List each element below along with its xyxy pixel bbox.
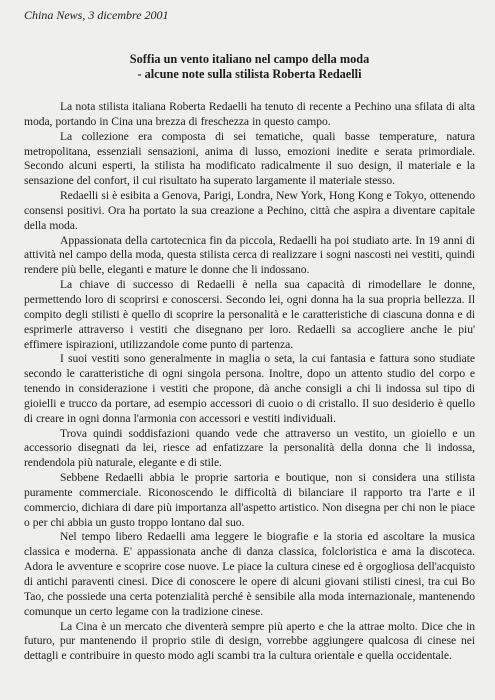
paragraph-5: La chiave di successo di Redaelli è nella sua capacità di rimodellare le donne, permettendo loro di scoprirsi e conoscersi. Secondo lei, ogni donna ha la sua propria bellezza. Il compito degli stilisti è quello di scoprire la personalità e le caratteristiche di ciascuna donna e di esprimerle attraverso i vestiti che disegnano per loro. Redaelli sa accogliere anche le piu' effimere ispirazioni, utilizzandole come punto di partenza. [24,278,475,351]
paragraph-3: Redaelli si è esibita a Genova, Parigi, Londra, New York, Hong Kong e Tokyo, ottenendo consensi positivi. Ora ha portato la sua creazione a Pechino, città che aspira a diventare capitale della moda. [24,189,475,232]
paragraph-10: La Cina è un mercato che diventerà sempre più aperto e che la attrae molto. Dice che in futuro, pur mantenendo il proprio stile di design, vorrebbe aggiungere qualcosa di cinese nei dettagli e contribuire in questo modo agli scambi tra la cultura orientale e quella occidentale. [24,619,475,663]
article-body [24,100,475,664]
dateline: China News, 3 dicembre 2001 [24,8,169,22]
headline-line-1: Soffia un vento italiano nel campo della moda [129,52,370,66]
paragraph-9: Nel tempo libero Redaelli ama leggere le biografie e la storia ed ascoltare la musica classica e moderna. E' appassionata anche di danza classica, folcloristica e ama la discoteca. Adora le avventure e scoprire cose nuove. Le piace la cultura cinese ed è orgogliosa dell'acquisto di antichi paraventi cinesi. Dice di conoscere le opere di alcuni giovani stilisti cinesi, tra cui Bo Tao, che possiede una certa potenzialità perché è sensibile alla moda internazionale, mantenendo comunque un certo legame con la tradizione cinese. [24,530,475,618]
paragraph-2: La collezione era composta di sei tematiche, quali basse temperature, natura metropolitana, essenziali sensazioni, anima di lusso, emozioni inedite e serata primordiale. Secondo alcuni esperti, la stilista ha modificato radicalmente il suo design, il materiale e la sensazione del confort, il cui risultato ha superato largamente il materiale stesso. [24,129,475,188]
paragraph-4: Appassionata della cartotecnica fin da piccola, Redaelli ha poi studiato arte. In 19 anni di attività nel campo della moda, questa stilista cerca di realizzare i sogni nascosti nei vestiti, quindi rendere più belle, eleganti e mature le donne che li indossano. [24,233,475,277]
paragraph-7: Trova quindi soddisfazioni quando vede che attraverso un vestito, un gioiello e un accessorio disegnati da lei, riesce ad enfatizzare la personalità della donna che li indossa, rendendola più naturale, elegante e di stile. [24,426,475,470]
headline-line-2: - alcune note sulla stilista Roberta Redaelli [137,67,362,81]
paragraph-8: Sebbene Redaelli abbia le proprie sartoria e boutique, non si considera una stilista puramente commerciale. Riconoscendo le difficoltà di bilanciare il rapporto tra l'arte e il commercio, dichiara di dare più importanza all'aspetto artistico. Non disegna per chi non le piace o per chi abbia un gusto troppo lontano dal suo. [24,471,475,529]
paragraph-1: La nota stilista italiana Roberta Redaelli ha tenuto di recente a Pechino una sfilata di alta moda, portando in Cina una brezza di freschezza in questo campo. [24,100,475,128]
article-headline [24,52,475,82]
paragraph-6: I suoi vestiti sono generalmente in maglia o seta, la cui fantasia e fattura sono studiate secondo le caratteristiche di ogni singola persona. Inoltre, dopo un attento studio del corpo e tenendo in considerazione i vestiti che propone, dà anche consigli a chi li indossa sul tipo di gioielli e trucco da portare, ad esempio accessori di cuoio o di cristallo. Il suo desiderio è quello di creare in ogni donna l'armonia con accessori e vestiti individuali. [24,352,475,425]
